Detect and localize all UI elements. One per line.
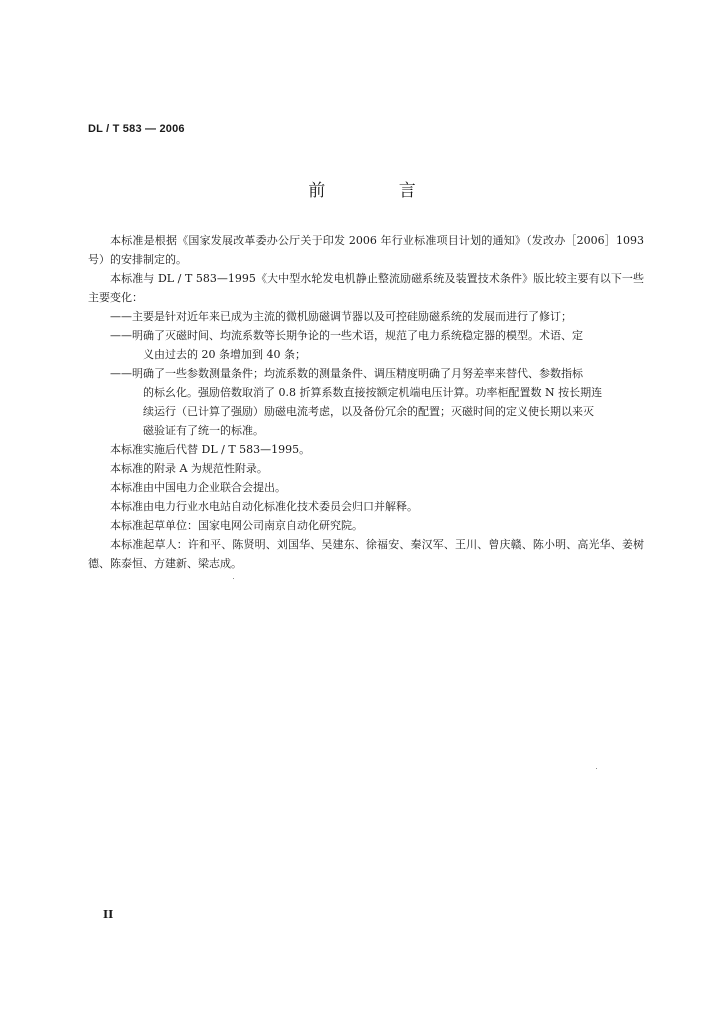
page-title: 前 言	[308, 181, 450, 201]
paragraph-proposer: 本标准由中国电力企业联合会提出。	[110, 481, 286, 494]
change-item-2	[88, 326, 644, 364]
paragraph-administrator: 本标准由电力行业水电站自动化标准化技术委员会归口并解释。	[110, 500, 418, 513]
change-item-1-text: ——主要是针对近年来已成为主流的微机励磁调节器以及可控硅励磁系统的发展而进行了修订；	[110, 310, 572, 323]
change-item-3-line-4: 磁验证有了统一的标准。	[143, 424, 264, 437]
paragraph-changes-intro: 本标准与 DL / T 583—1995《大中型水轮发电机静止整流励磁系统及装置技术条件》版比较主要有以下一些主要变化：	[88, 272, 644, 304]
paragraph-drafters: 本标准起草人：许和平、陈贤明、刘国华、吴建东、徐福安、秦汉军、王川、曾庆赣、陈小明、高光华、姜树德、陈泰恒、方建新、梁志成。	[88, 538, 644, 570]
paragraph-appendix: 本标准的附录 A 为规范性附录。	[110, 462, 268, 475]
paragraph-drafting-unit: 本标准起草单位：国家电网公司南京自动化研究院。	[110, 519, 363, 532]
change-item-2-line-2: 义由过去的 20 条增加到 40 条；	[143, 348, 306, 361]
change-item-1	[88, 307, 644, 326]
change-item-3-line-3: 续运行（已计算了强励）励磁电流考虑，以及备份冗余的配置；灭磁时间的定义使长期以来灭	[143, 405, 594, 418]
change-item-3-line-2: 的标幺化。强励倍数取消了 0.8 折算系数直接按额定机端电压计算。功率柜配置数 N 按长期连	[143, 386, 603, 399]
page-number: II	[103, 908, 114, 921]
document-code: DL / T 583 — 2006	[88, 123, 185, 135]
foreword-body	[88, 231, 644, 573]
change-item-3-line-1: ——明确了一些参数测量条件；均流系数的测量条件、调压精度明确了月努差率来替代、参数指标	[110, 367, 583, 380]
change-item-2-line-1: ——明确了灭磁时间、均流系数等长期争论的一些术语，规范了电力系统稳定器的模型。术语、定	[110, 329, 583, 342]
change-item-3	[88, 364, 644, 440]
scan-speck	[596, 768, 597, 769]
scan-speck	[233, 578, 234, 579]
paragraph-basis: 本标准是根据《国家发展改革委办公厅关于印发 2006 年行业标准项目计划的通知》（发改办［2006］1093 号）的安排制定的。	[88, 234, 644, 266]
paragraph-replacement: 本标准实施后代替 DL / T 583—1995。	[110, 443, 311, 456]
